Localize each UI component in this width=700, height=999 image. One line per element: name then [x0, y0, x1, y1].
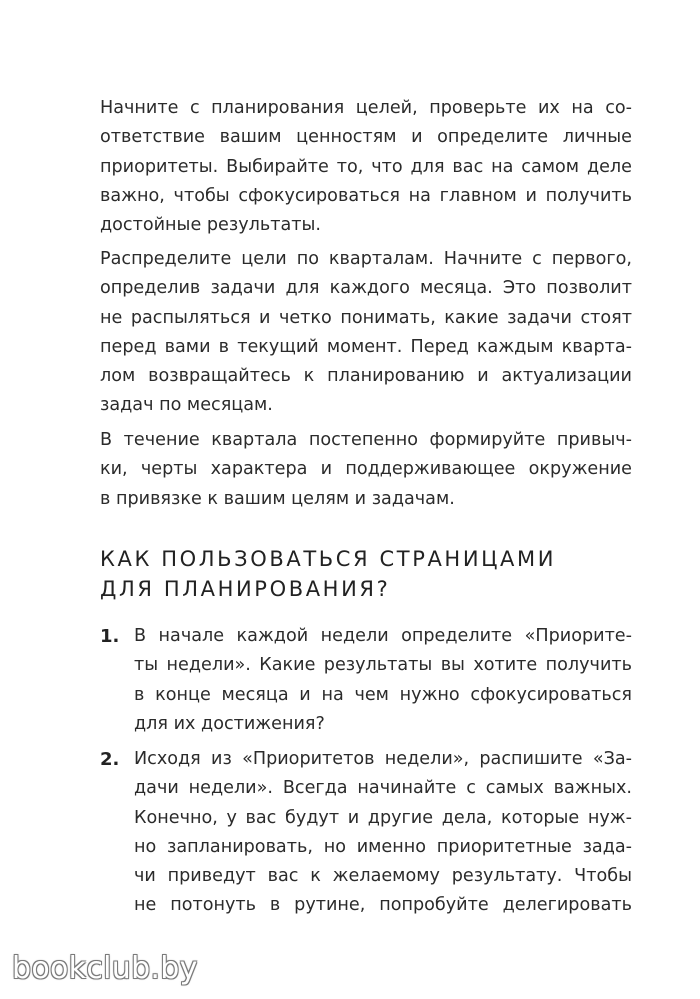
- watermark-logo: bookclub.by: [12, 951, 198, 986]
- text-line: определив задачи для каждого месяца. Это позволит: [100, 278, 632, 299]
- text-line: ты недели». Какие результаты вы хотите получить: [134, 655, 632, 676]
- list-number: 1.: [100, 626, 120, 647]
- text-line: не распыляться и четко понимать, какие задачи стоят: [100, 307, 632, 328]
- heading-line: ДЛЯ ПЛАНИРОВАНИЯ?: [100, 577, 391, 601]
- text-line: достойные результаты.: [100, 215, 321, 236]
- text-line: чи приведут вас к желаемому результату. Чтобы: [134, 866, 632, 887]
- text-line: в привязке к вашим целям и задачам.: [100, 488, 455, 509]
- text-line: лом возвращайтесь к планированию и актуализации: [100, 366, 632, 387]
- text-line: дачи недели». Всегда начинайте с самых важных.: [134, 778, 632, 799]
- text-line: в конце месяца и на чем нужно сфокусироваться: [134, 684, 632, 705]
- text-line: приоритеты. Выбирайте то, что для вас на самом деле: [100, 156, 632, 177]
- section-heading: [100, 544, 632, 604]
- heading-line: КАК ПОЛЬЗОВАТЬСЯ СТРАНИЦАМИ: [100, 547, 557, 571]
- text-line: не потонуть в рутине, попробуйте делегировать: [134, 895, 632, 916]
- text-line: перед вами в текущий момент. Перед каждым кварта-: [100, 336, 632, 357]
- text-line: но запланировать, но именно приоритетные зада-: [134, 836, 632, 857]
- text-line: важно, чтобы сфокусироваться на главном и получить: [100, 185, 632, 206]
- paragraph-quarters: [100, 245, 632, 421]
- text-line: Распределите цели по кварталам. Начните с первого,: [100, 249, 632, 269]
- list-item-text: [134, 745, 632, 921]
- text-line: В начале каждой недели определите «Приорите-: [134, 626, 632, 646]
- text-line: задач по месяцам.: [100, 395, 273, 416]
- text-line: ки, черты характера и поддерживающее окружение: [100, 459, 632, 480]
- list-number: 2.: [100, 749, 120, 770]
- paragraph-habits: [100, 426, 632, 514]
- text-line: Начните с планирования целей, проверьте их на со-: [100, 98, 632, 118]
- text-line: Конечно, у вас будут и другие дела, которые нуж-: [134, 807, 632, 828]
- text-line: для их достижения?: [134, 713, 325, 734]
- text-line: В течение квартала постепенно формируйте привыч-: [100, 430, 632, 450]
- text-line: Исходя из «Приоритетов недели», распишите «За-: [134, 749, 632, 769]
- list-item-text: [134, 622, 632, 739]
- text-line: ответствие вашим ценностям и определите личные: [100, 127, 632, 148]
- paragraph-goal-planning: [100, 94, 632, 240]
